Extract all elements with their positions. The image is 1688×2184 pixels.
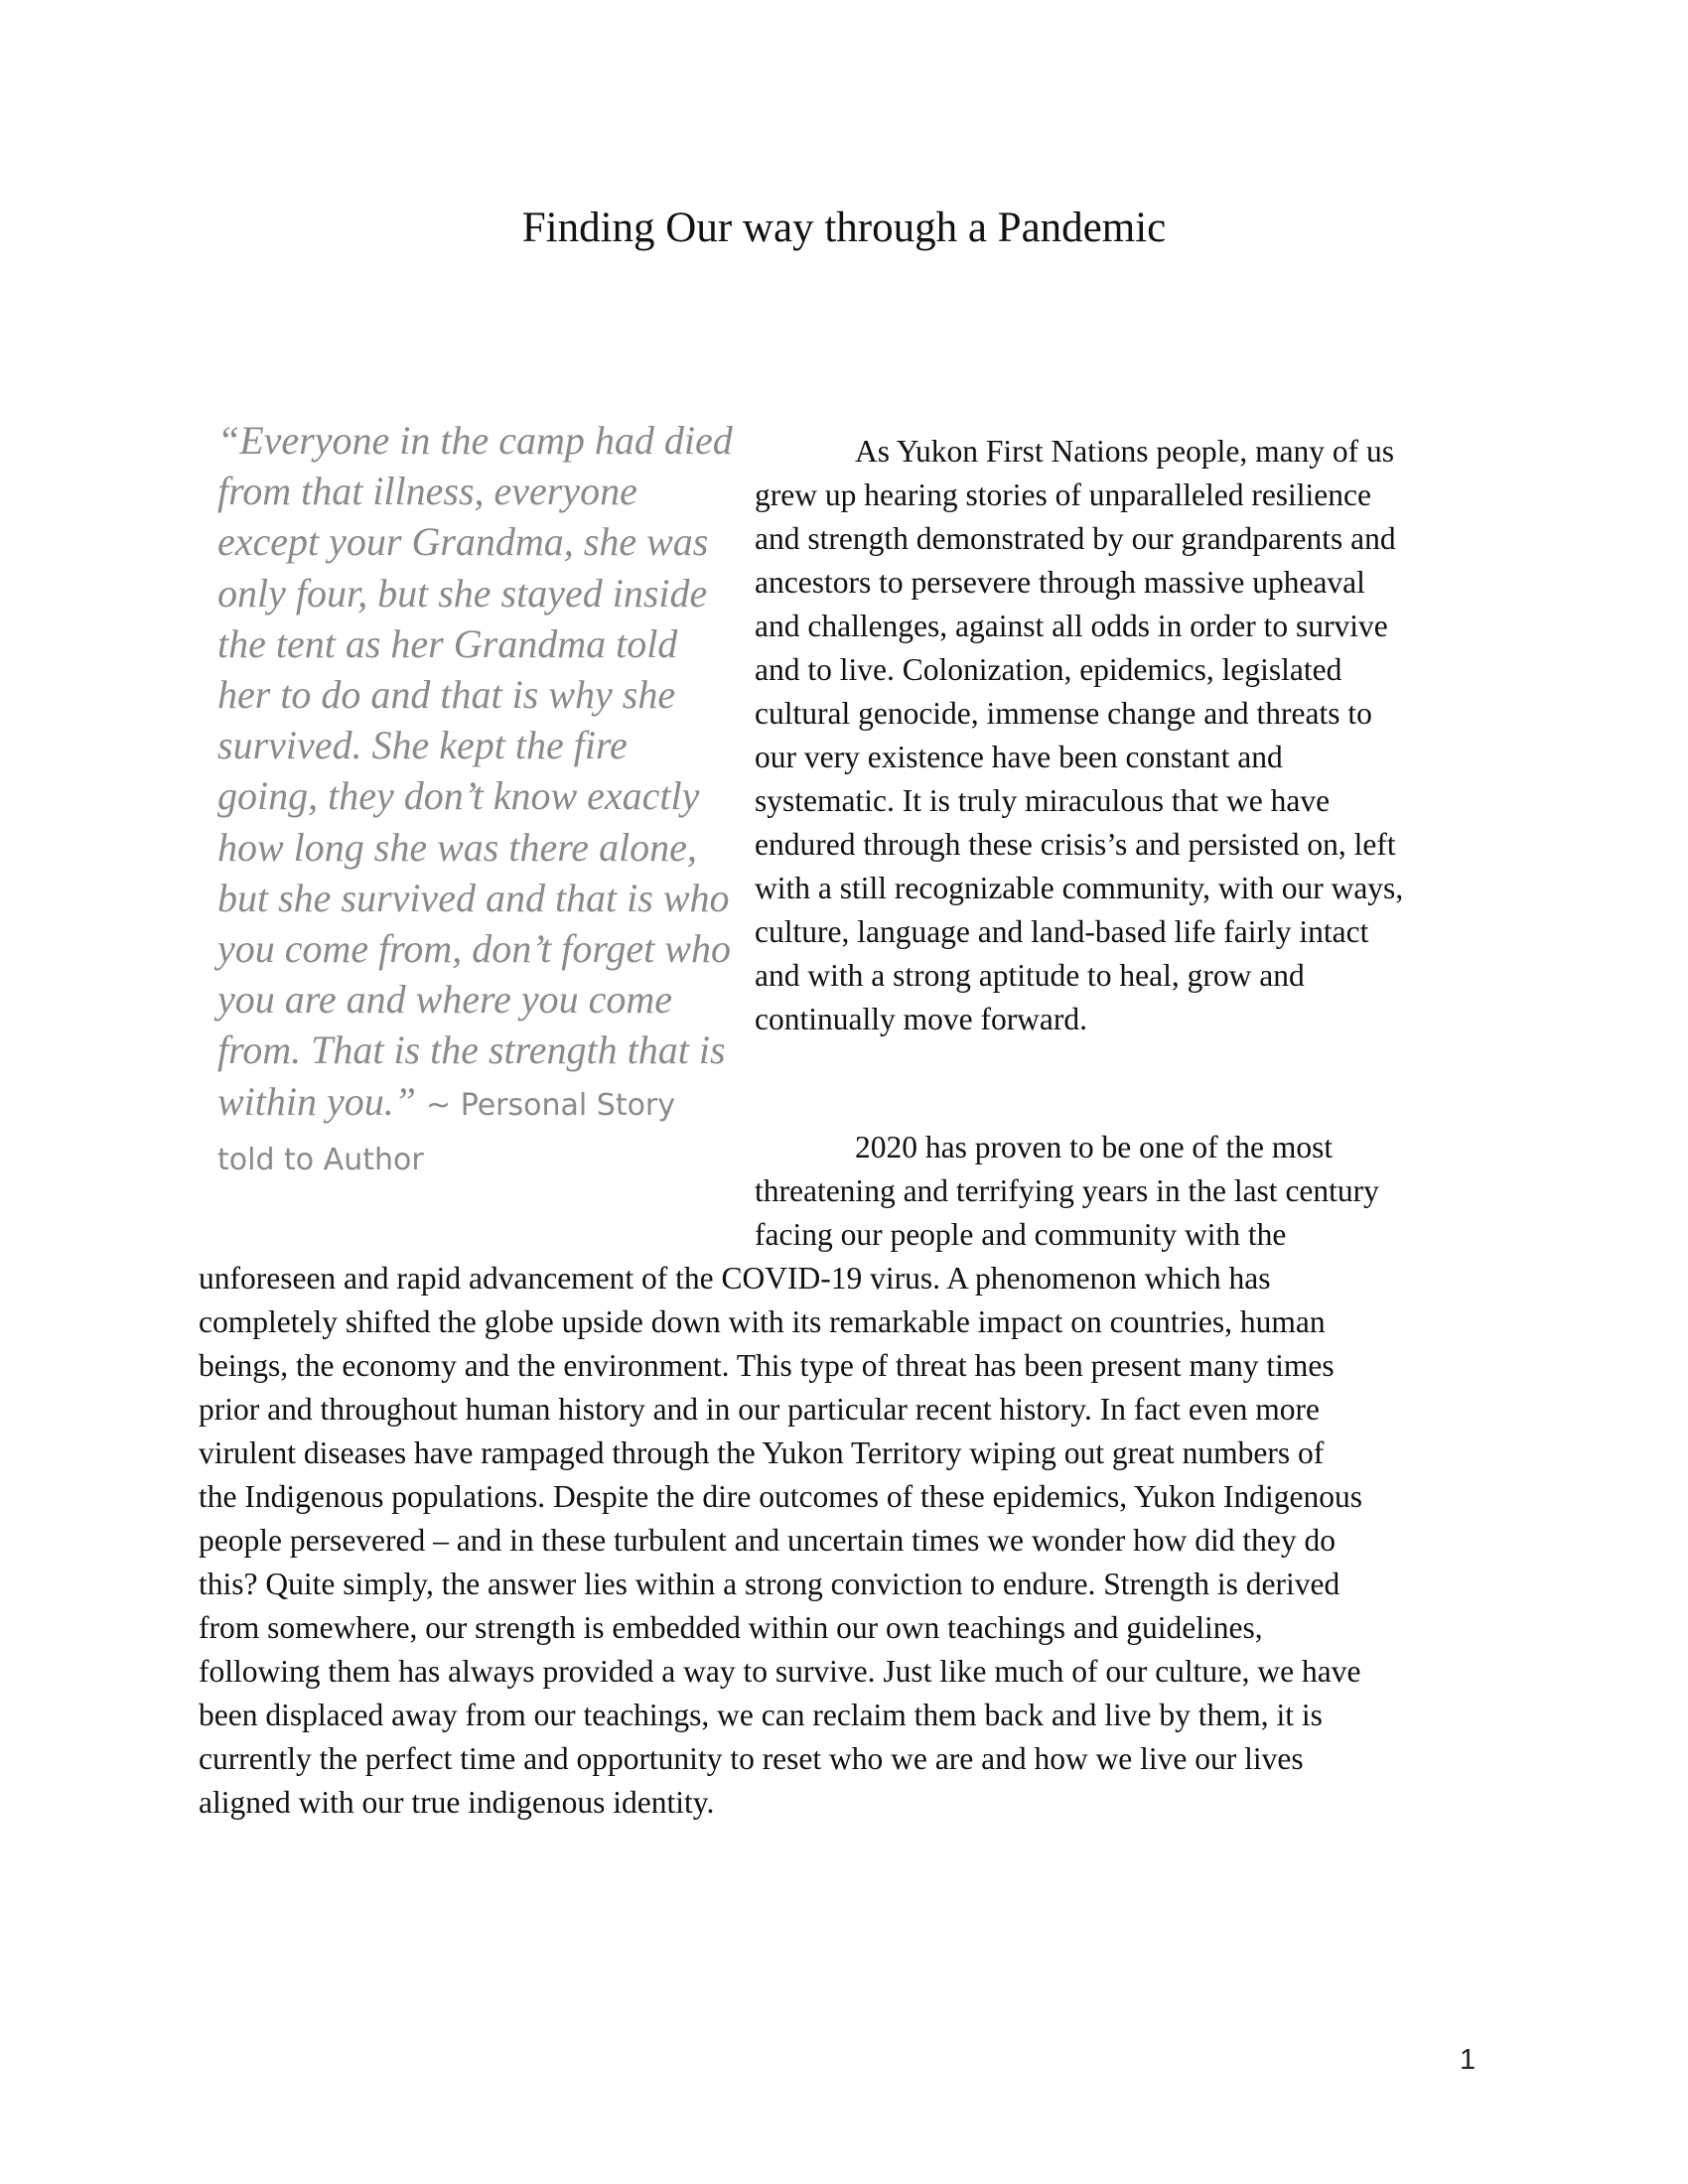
pull-quote-text: “Everyone in the camp had died from that illness, everyone except your Grandma, she was only four, but she stayed inside the tent as her Grandma told her to do and that is why she survived. She kept the fire going, they don’t know exactly how long she was there alone, but she survived and that is who you come from, don’t forget who you are and where you come from. That is the strength that is within you.” bbox=[217, 418, 733, 1124]
paragraph-1-line: continually move forward. bbox=[755, 1002, 1088, 1036]
paragraph-2-line: facing our people and community with the bbox=[755, 1217, 1287, 1252]
paragraph-2-line: been displaced away from our teachings, we can reclaim them back and live by them, it is bbox=[199, 1698, 1323, 1732]
paragraph-2-line: beings, the economy and the environment. This type of threat has been present many times bbox=[199, 1348, 1335, 1383]
paragraph-2-line: unforeseen and rapid advancement of the COVID-19 virus. A phenomenon which has bbox=[199, 1261, 1271, 1296]
paragraph-2-line: from somewhere, our strength is embedded within our own teachings and guidelines, bbox=[199, 1610, 1263, 1645]
pull-quote-attribution: ~ Personal Story told to Author bbox=[217, 1087, 676, 1177]
paragraph-1-line: and strength demonstrated by our grandparents and bbox=[755, 521, 1396, 556]
paragraph-2-line: the Indigenous populations. Despite the dire outcomes of these epidemics, Yukon Indigenous bbox=[199, 1479, 1362, 1514]
paragraph-1-line: culture, language and land-based life fairly intact bbox=[755, 914, 1369, 949]
paragraph-1-line: endured through these crisis’s and persisted on, left bbox=[755, 827, 1396, 862]
paragraph-1-line: grew up hearing stories of unparalleled resilience bbox=[755, 478, 1372, 512]
paragraph-2-line: currently the perfect time and opportunity to reset who we are and how we live our lives bbox=[199, 1741, 1304, 1776]
paragraph-2-line: aligned with our true indigenous identity. bbox=[199, 1785, 715, 1820]
page-title: Finding Our way through a Pandemic bbox=[521, 205, 1167, 251]
paragraph-2-line: completely shifted the globe upside down with its remarkable impact on countries, human bbox=[199, 1304, 1326, 1339]
paragraph-1-line: and challenges, against all odds in order to survive bbox=[755, 609, 1388, 643]
paragraph-2-line: prior and throughout human history and in our particular recent history. In fact even more bbox=[199, 1392, 1320, 1427]
paragraph-1-line: As Yukon First Nations people, many of us bbox=[855, 434, 1395, 469]
paragraph-1-line: and with a strong aptitude to heal, grow and bbox=[755, 958, 1305, 993]
paragraph-1-line: ancestors to persevere through massive upheaval bbox=[755, 565, 1365, 600]
paragraph-1-line: with a still recognizable community, with our ways, bbox=[755, 871, 1404, 905]
page-number: 1 bbox=[1460, 2044, 1477, 2076]
paragraph-1-line: cultural genocide, immense change and threats to bbox=[755, 696, 1372, 731]
paragraph-2-line: this? Quite simply, the answer lies within a strong conviction to endure. Strength is derived bbox=[199, 1567, 1340, 1601]
paragraph-2-line: people persevered – and in these turbulent and uncertain times we wonder how did they do bbox=[199, 1523, 1336, 1558]
paragraph-2-line: threatening and terrifying years in the last century bbox=[755, 1173, 1379, 1208]
paragraph-2-line: virulent diseases have rampaged through the Yukon Territory wiping out great numbers of bbox=[199, 1435, 1325, 1470]
paragraph-2-line: following them has always provided a way to survive. Just like much of our culture, we have bbox=[199, 1654, 1361, 1689]
paragraph-1-line: and to live. Colonization, epidemics, legislated bbox=[755, 652, 1342, 687]
paragraph-1-line: systematic. It is truly miraculous that we have bbox=[755, 783, 1331, 818]
paragraph-1-line: our very existence have been constant and bbox=[755, 740, 1283, 774]
paragraph-2-line: 2020 has proven to be one of the most bbox=[855, 1130, 1334, 1164]
